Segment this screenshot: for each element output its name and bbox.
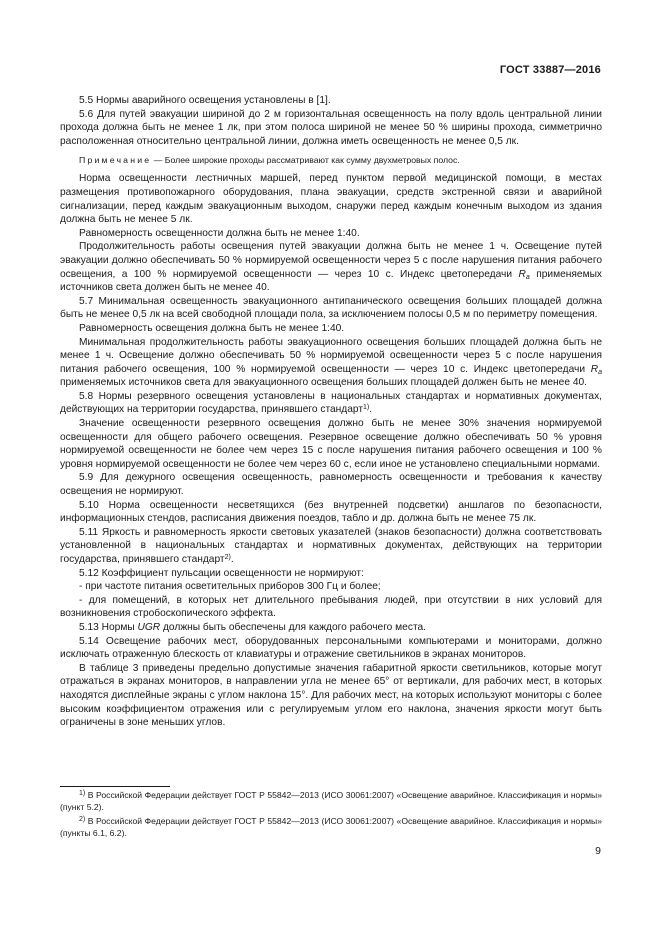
footnote-divider: [60, 786, 170, 787]
ra-subscript: a: [598, 368, 602, 376]
paragraph-large-areas-duration: Минимальная продолжительность работы эвакуационного освещения больших площадей должна быть не менее 1 ч. Освещение должно обеспечивать 50 % нормируемой освещенности через 5 с после нарушения питания рабочего освещения, 100 % нормируемой освещенности — через 10 с. Индекс цветопередачи $R_a$ применяемых источников света для эвакуационного освещения больших площадей должен быть не менее 40.: [60, 336, 602, 389]
ra-subscript: a: [525, 273, 530, 281]
paragraph-5-6: 5.6 Для путей эвакуации шириной до 2 м горизонтальная освещенность на полу вдоль центральной линии прохода должна быть не менее 1 лк, при этом полоса шириной не менее 50 % ширины прохода, симметрично расположенная относительно центральной линии, должна иметь освещенность не менее 0,5 лк.: [60, 108, 602, 147]
footnote-ref-2[interactable]: 2): [224, 554, 231, 561]
paragraph-evacuation-duration: Продолжительность работы освещения путей эвакуации должна быть не менее 1 ч. Освещение путей эвакуации должно обеспечивать 50 % нормируемой освещенности через 5 с после нарушения питания рабочего освещения, а 100 % нормируемой освещенности — через 10 с. Индекс цветопередачи $R_a$ применяемых источников света должен быть не менее 40.: [60, 241, 602, 294]
list-item: - при частоте питания осветительных приборов 300 Гц и более;: [79, 581, 381, 593]
paragraph-stairs-norm: Норма освещенности лестничных маршей, перед пунктом первой медицинской помощи, в местах размещения противопожарного оборудования, плана эвакуации, средств экстренной связи и аварийной сигнализации, перед каждым эвакуационным выходом, снаружи перед каждым конечным выходом из здания должна быть не менее 5 лк.: [60, 173, 602, 226]
paragraph-5-9: 5.9 Для дежурного освещения освещенность, равномерность освещенности и требования к качеству освещения не нормируют.: [60, 472, 602, 498]
paragraph-table-3-intro: В таблице 3 приведены предельно допустимые значения габаритной яркости светильников, которые могут отражаться в экранах мониторов, в направлении угла не менее 65° от вертикали, для рабочих мест, в которых находятся дисплейные экраны с углом наклона 15°. Для рабочих мест, на которых используют мониторы с более высоким коэффициентом отражения или с регулируемым углом его наклона, значения яркости могут быть ограничены в зоне меньших углов.: [60, 662, 602, 729]
paragraph-5-5: 5.5 Нормы аварийного освещения установлены в [1].: [79, 95, 331, 106]
footnote-mark-2: 2): [79, 816, 86, 823]
footnote-mark-1: 1): [79, 790, 86, 797]
page-number: 9: [595, 845, 601, 857]
paragraph-uniformity-2: Равномерность освещения должна быть не менее 1:40.: [79, 322, 345, 334]
footnotes: [60, 789, 602, 841]
note: [60, 154, 602, 166]
paragraph-5-7: 5.7 Минимальная освещенность эвакуационного антипанического освещения больших площадей должна быть не менее 0,5 лк на всей свободной площади пола, за исключением полосы 0,5 м по периметру помещения.: [60, 295, 602, 321]
footnote-1: $^{1)}$ В Российской Федерации действует ГОСТ Р 55842—2013 (ИСО 30061:2007) «Освещение аварийное. Классификация и нормы» (пункт 5.2).: [60, 790, 602, 812]
paragraph-5-8: 5.8 Нормы резервного освещения установлены в национальных стандартах и нормативных документах, действующих на территории государства, принявшего стандарт$^{1)}$.: [60, 390, 602, 416]
main-text: [60, 94, 602, 730]
paragraph-uniformity-1: Равномерность освещенности должна быть не менее 1:40.: [79, 227, 360, 239]
note-text: — Более широкие проходы рассматривают как сумму двухметровых полос.: [151, 155, 460, 166]
document-header: ГОСТ 33887—2016: [499, 64, 601, 76]
paragraph-5-10: 5.10 Норма освещенности несветящихся (без внутренней подсветки) аншлагов по безопасности, информационных стендов, расписания движения поездов, табло и др. должна быть не менее 75 лк.: [60, 499, 602, 525]
footnote-2: $^{2)}$ В Российской Федерации действует ГОСТ Р 55842—2013 (ИСО 30061:2007) «Освещение аварийное. Классификация и нормы» (пункты 6.1, 6.2).: [60, 816, 602, 838]
ugr-term: UGR: [137, 621, 161, 633]
paragraph-5-11: 5.11 Яркость и равномерность яркости световых указателей (знаков безопасности) должна соответствовать установленной в национальных стандартах и нормативных документах, действующих на территории государства, принявшего стандарт$^{2)}$.: [60, 526, 602, 565]
ra-symbol: R: [518, 268, 526, 280]
paragraph-5-13: 5.13 Нормы UGR должны быть обеспечены для каждого рабочего места.: [79, 621, 426, 633]
paragraph-reserve-lighting: Значение освещенности резервного освещения должно быть не менее 30% значения нормируемой освещенности для общего рабочего освещения. Резервное освещение должно обеспечивать 50 % уровня нормируемой освещенности не более чем через 15 с после нарушения питания рабочего освещения и 100 % уровня нормируемой освещенности не более чем через 60 с, если иное не установлено специальными нормами.: [60, 418, 602, 470]
paragraph-5-14: 5.14 Освещение рабочих мест, оборудованных персональными компьютерами и мониторами, должно исключать отраженную блескость от клавиатуры и отражение светильников в экранах мониторов.: [60, 635, 602, 661]
footnote-ref-1[interactable]: 1): [363, 404, 370, 412]
note-label: Примечание: [79, 155, 152, 166]
ra-symbol: R: [590, 363, 599, 375]
paragraph-5-12: 5.12 Коэффициент пульсации освещенности не нормируют:: [79, 567, 364, 579]
list-item: - для помещений, в которых нет длительного пребывания людей, при отсутствии в них условий для возникновения стробоскопического эффекта.: [60, 594, 602, 620]
